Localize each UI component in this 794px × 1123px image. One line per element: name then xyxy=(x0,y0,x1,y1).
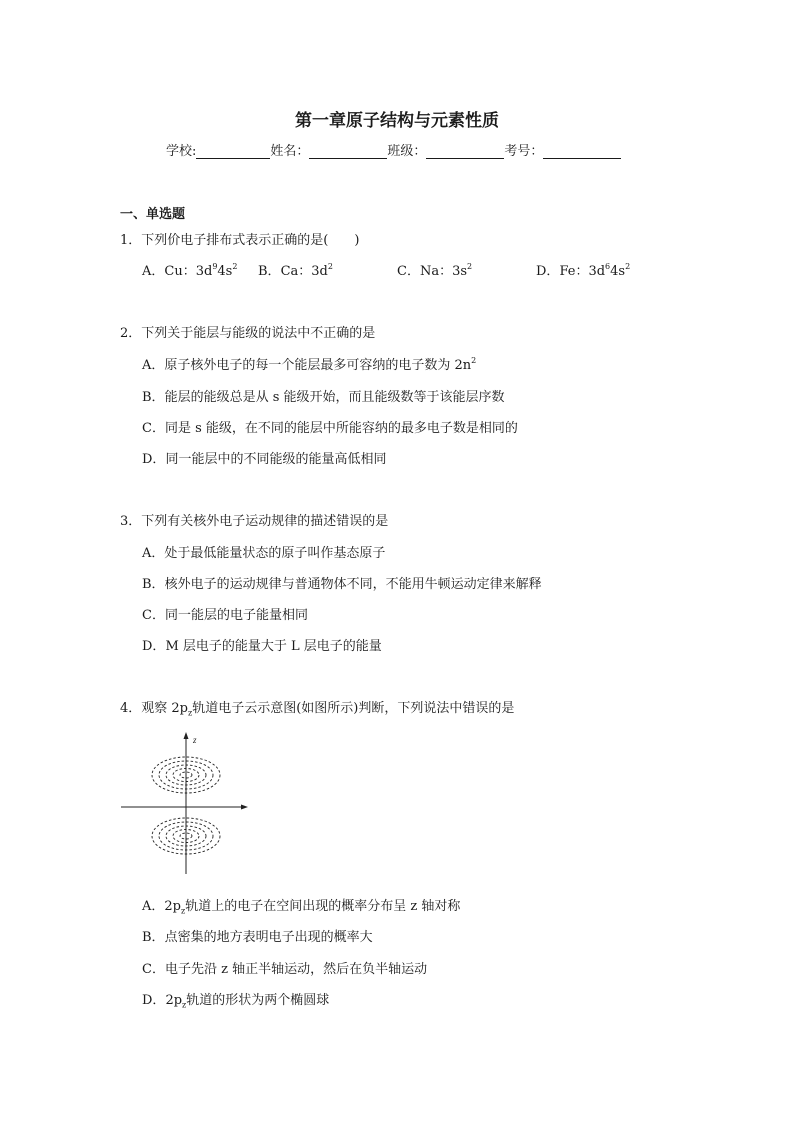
x-axis-arrow xyxy=(241,805,248,810)
q2-option-d: D．同一能层中的不同能级的能量高低相同 xyxy=(142,452,387,467)
question-3-stem: 3．下列有关核外电子运动规律的描述错误的是 xyxy=(120,514,389,529)
school-blank[interactable] xyxy=(196,144,270,159)
pz-orbital-figure xyxy=(118,730,254,876)
q3-option-b: B．核外电子的运动规律与普通物体不同，不能用牛顿运动定律来解释 xyxy=(142,577,542,592)
question-4-stem: 4．观察 $2p_z$轨道电子云示意图(如图所示)判断，下列说法中错误的是 xyxy=(120,701,515,718)
name-label: 姓名： xyxy=(270,144,310,159)
page-title: 第一章原子结构与元素性质 xyxy=(295,111,499,131)
section-heading: 一、单选题 xyxy=(120,207,186,222)
q2-option-c: C．同是 s 能级，在不同的能层中所能容纳的最多电子数是相同的 xyxy=(142,421,518,436)
q2-option-b: B．能层的能级总是从 s 能级开始，而且能级数等于该能层序数 xyxy=(142,390,505,405)
student-info-line xyxy=(166,140,621,159)
class-blank[interactable] xyxy=(426,144,504,159)
q3-option-d: D．M 层电子的能量大于 L 层电子的能量 xyxy=(142,639,382,654)
q4-option-a: A．$2p_z$轨道上的电子在空间出现的概率分布呈 z 轴对称 xyxy=(142,899,461,916)
q3-option-c: C．同一能层的电子能量相同 xyxy=(142,608,308,623)
q1-option-b: B．Ca：$3d^2$ xyxy=(258,261,333,279)
q1-option-a: A．Cu：$3d^94s^2$ xyxy=(142,261,238,279)
name-blank[interactable] xyxy=(309,144,387,159)
question-1-stem: 1．下列价电子排布式表示正确的是( ) xyxy=(120,233,360,248)
exam-number-label: 考号： xyxy=(504,144,544,159)
q2-option-a: A．原子核外电子的每一个能层最多可容纳的电子数为 $2n^2$ xyxy=(142,355,477,373)
q3-option-a: A．处于最低能量状态的原子叫作基态原子 xyxy=(142,546,386,561)
q4-option-b: B．点密集的地方表明电子出现的概率大 xyxy=(142,930,373,945)
q1-option-d: D．Fe：$3d^64s^2$ xyxy=(536,261,631,279)
school-label: 学校: xyxy=(166,144,197,159)
class-label: 班级： xyxy=(387,144,427,159)
q1-option-c: C．Na：$3s^2$ xyxy=(397,261,473,279)
q4-option-c: C．电子先沿 z 轴正半轴运动，然后在负半轴运动 xyxy=(142,962,428,977)
question-2-stem: 2．下列关于能层与能级的说法中不正确的是 xyxy=(120,326,376,341)
q4-option-d: D．$2p_z$轨道的形状为两个椭圆球 xyxy=(142,993,330,1010)
z-axis-label: z xyxy=(193,735,197,745)
z-axis-arrow xyxy=(184,732,189,739)
exam-number-blank[interactable] xyxy=(543,144,621,159)
